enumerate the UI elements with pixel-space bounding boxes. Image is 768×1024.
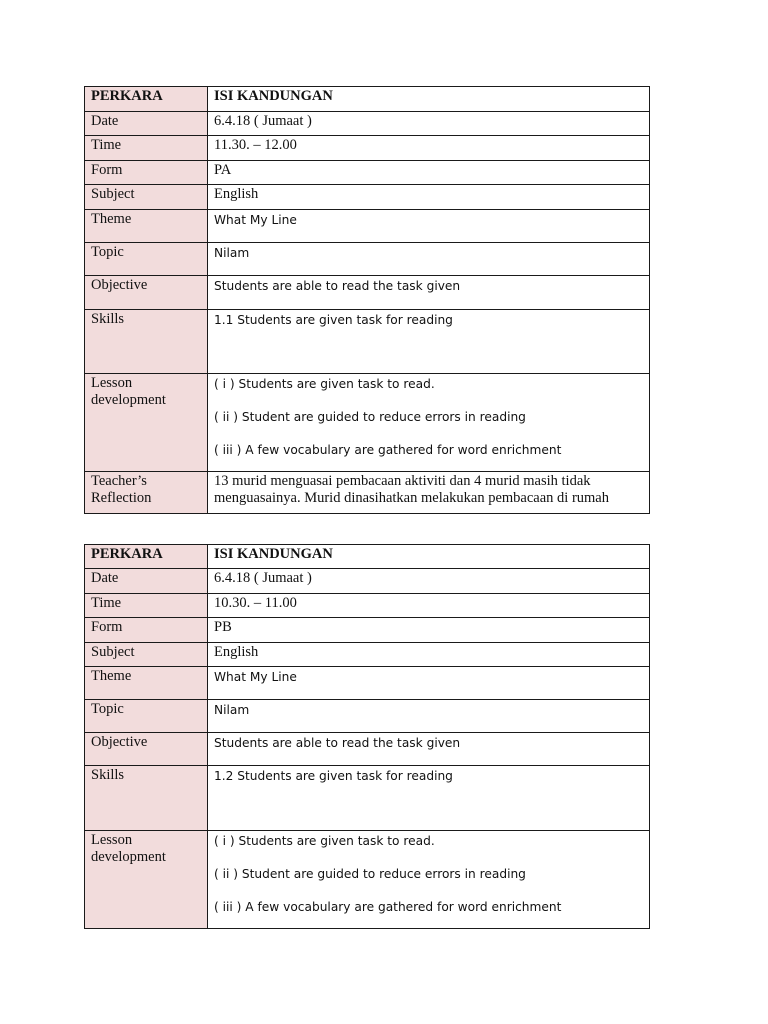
- row-label: Subject: [85, 185, 208, 210]
- table-row: [85, 667, 650, 700]
- row-label: Objective: [85, 733, 208, 766]
- row-value: Students are able to read the task given: [208, 276, 650, 310]
- row-label: Time: [85, 594, 208, 618]
- lesson-plan-table-2: [84, 544, 650, 929]
- row-label: Topic: [85, 243, 208, 276]
- row-value: What My Line: [208, 210, 650, 243]
- row-value: 6.4.18 ( Jumaat ): [208, 112, 650, 136]
- table-row: [85, 766, 650, 831]
- table-row: [85, 310, 650, 374]
- row-label: Theme: [85, 667, 208, 700]
- row-label: Teacher’s Reflection: [85, 472, 208, 514]
- lesson-step: ( iii ) A few vocabulary are gathered for word enrichment: [214, 900, 562, 914]
- row-value: 6.4.18 ( Jumaat ): [208, 569, 650, 594]
- row-value: [208, 831, 650, 929]
- row-label: Form: [85, 618, 208, 643]
- row-value: 10.30. – 11.00: [208, 594, 650, 618]
- row-label: PERKARA: [85, 87, 208, 112]
- row-label: Objective: [85, 276, 208, 310]
- table-row: [85, 276, 650, 310]
- lesson-step: ( ii ) Student are guided to reduce errors in reading: [214, 410, 526, 424]
- row-value: PB: [208, 618, 650, 643]
- row-value: ISI KANDUNGAN: [208, 87, 650, 112]
- row-label: Date: [85, 569, 208, 594]
- row-value: 11.30. – 12.00: [208, 136, 650, 161]
- row-label: Lesson development: [85, 831, 208, 929]
- row-value: Nilam: [208, 243, 650, 276]
- row-value: 13 murid menguasai pembacaan aktiviti dan 4 murid masih tidak menguasainya. Murid dinasihatkan melakukan pembacaan di rumah: [208, 472, 650, 514]
- table-row: [85, 112, 650, 136]
- lesson-step: ( i ) Students are given task to read.: [214, 377, 435, 391]
- table-row: [85, 374, 650, 472]
- lesson-step: ( ii ) Student are guided to reduce errors in reading: [214, 867, 526, 881]
- table-row: [85, 185, 650, 210]
- row-value: English: [208, 185, 650, 210]
- row-label: Time: [85, 136, 208, 161]
- row-value: What My Line: [208, 667, 650, 700]
- header-row: [85, 545, 650, 569]
- row-value: PA: [208, 161, 650, 185]
- table-row: [85, 594, 650, 618]
- row-label: Date: [85, 112, 208, 136]
- row-label: Theme: [85, 210, 208, 243]
- lesson-step: ( iii ) A few vocabulary are gathered for word enrichment: [214, 443, 562, 457]
- table-row: [85, 831, 650, 929]
- table-row: [85, 643, 650, 667]
- table-row: [85, 243, 650, 276]
- table-row: [85, 161, 650, 185]
- row-value: 1.2 Students are given task for reading: [208, 766, 650, 831]
- table-row: [85, 733, 650, 766]
- table-row: [85, 700, 650, 733]
- row-label: Skills: [85, 310, 208, 374]
- row-value: [208, 374, 650, 472]
- table-row: [85, 136, 650, 161]
- row-value: ISI KANDUNGAN: [208, 545, 650, 569]
- row-value: Nilam: [208, 700, 650, 733]
- row-label: Lesson development: [85, 374, 208, 472]
- row-value: 1.1 Students are given task for reading: [208, 310, 650, 374]
- row-label: Subject: [85, 643, 208, 667]
- row-value: English: [208, 643, 650, 667]
- table-row: [85, 210, 650, 243]
- row-label: Form: [85, 161, 208, 185]
- row-value: Students are able to read the task given: [208, 733, 650, 766]
- row-label: Skills: [85, 766, 208, 831]
- lesson-step: ( i ) Students are given task to read.: [214, 834, 435, 848]
- table-row: [85, 618, 650, 643]
- row-label: PERKARA: [85, 545, 208, 569]
- table-row: [85, 569, 650, 594]
- table-row: [85, 472, 650, 514]
- header-row: [85, 87, 650, 112]
- lesson-plan-table-1: [84, 86, 650, 514]
- row-label: Topic: [85, 700, 208, 733]
